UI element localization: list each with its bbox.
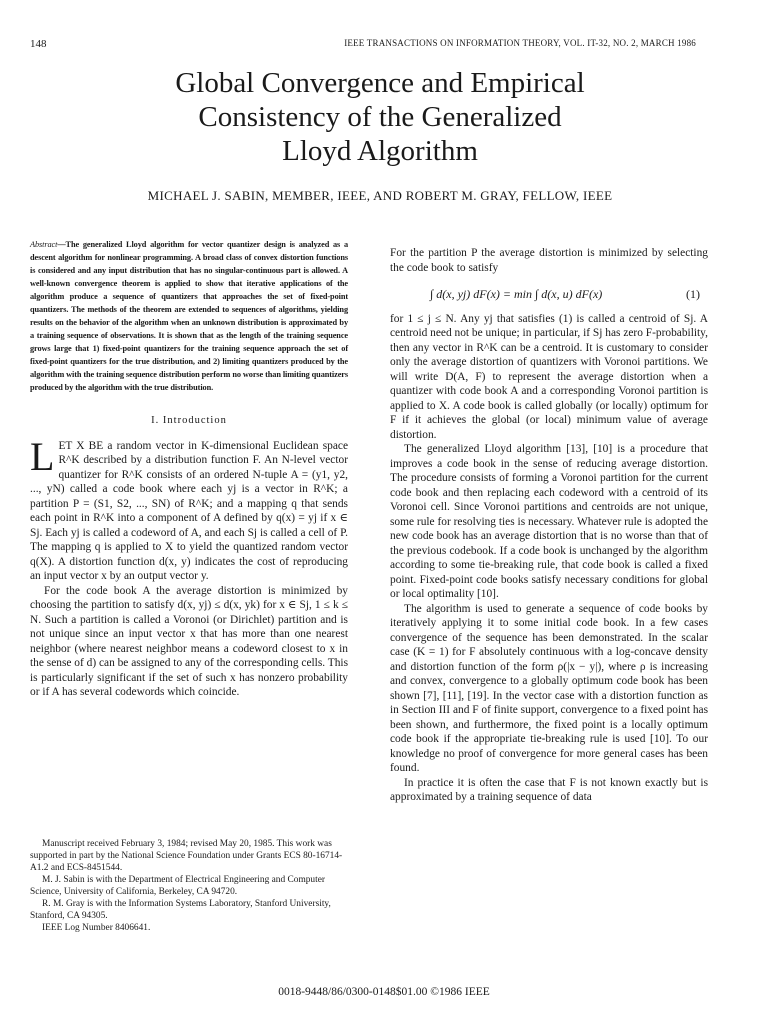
- title-line: Global Convergence and Empirical: [175, 67, 585, 99]
- title-line: Lloyd Algorithm: [282, 135, 478, 167]
- intro-text: ET X BE a random vector in K-dimensional Euclidean space R^K described by a distribution function F. An N-level vector quantizer for R^K consists of an ordered N-tuple A = (y1, y2, ..., yN) called a code book where each yj is a vector in R^K; a partition P = (S1, S2, ..., SN) of R^K; and a mapping q that sends each point in R^K into a component of A defined by q(x) = yj if x ∈ Sj. Each yj is called a codeword of A, and each Sj is called a cell of P. The mapping q is applied to X to yield the quantized random vector q(X). A distortion function d(x, y) indicates the cost of reproducing an input vector x by an output vector y.: [30, 439, 348, 582]
- paragraph: The algorithm is used to generate a sequence of code books by iteratively applying it to some initial code book. In a few cases convergence of the sequence has been demonstrated. In the scalar case (K = 1) for F absolutely continuous with a log-concave density and distortion function of the form ρ(|x − y|), where ρ is increasing and convex, convergence to a globally optimum code book has been shown [7], [11], [19]. In the vector case with a distortion function as in Section III and F of finite support, convergence to a fixed point has been shown, and furthermore, the fixed point is a locally optimum code book if the appropriate tie-breaking rule is used [10]. To our knowledge no proof of convergence for more general cases has been found.: [390, 602, 709, 774]
- equation-body: ∫ d(x, yj) dF(x) = min ∫ d(x, u) dF(x): [430, 287, 603, 301]
- page-number: 148: [30, 38, 47, 50]
- abstract: Abstract—The generalized Lloyd algorithm for vector quantizer design is analyzed as a descent algorithm for nonlinear programming. A broad class of convex distortion functions is considered and any input distribution that has no singular-continuous part is allowed. A well-known convergence theorem is applied to show that iterative applications of the algorithm produce a sequence of quantizers that approaches the set of fixed-point quantizers. The methods of the theorem are extended to sequences of algorithms, yielding results on the behavior of the algorithm when an unknown distribution is approximated by a training sequence of observations. It is shown that as the length of the training sequence grows large that 1) fixed-point quantizers for the training sequence approach the set of fixed-point quantizers for the true distribution, and 2) limiting quantizers produced by the algorithm with the training sequence distribution perform no worse than limiting quantizers produced by the algorithm with the true distribution.: [30, 240, 348, 392]
- footnote: IEEE Log Number 8406641.: [42, 923, 151, 933]
- paper-title: [60, 66, 700, 168]
- right-column: [390, 246, 708, 805]
- abstract-text: The generalized Lloyd algorithm for vector quantizer design is analyzed as a descent algorithm for nonlinear programming. A broad class of convex distortion functions is considered and any input distribution that has no singular-continuous part is allowed. A well-known convergence theorem is applied to show that iterative applications of the algorithm produce a sequence of quantizers that approaches the set of fixed-point quantizers. The methods of the theorem are extended to sequences of algorithms, yielding results on the behavior of the algorithm when an unknown distribution is approximated by a training sequence of observations. It is shown that as the length of the training sequence grows large that 1) fixed-point quantizers for the training sequence approach the set of fixed-point quantizers for the true distribution, and 2) limiting quantizers produced by the algorithm with the training sequence distribution perform no worse than limiting quantizers produced by the algorithm with the true distribution.: [30, 240, 348, 392]
- journal-header: IEEE TRANSACTIONS ON INFORMATION THEORY, VOL. IT-32, NO. 2, MARCH 1986: [344, 38, 696, 48]
- equation-number: (1): [686, 287, 700, 301]
- paragraph: The generalized Lloyd algorithm [13], [10] is a procedure that improves a code book in the sense of reducing average distortion. The procedure consists of forming a Voronoi partition for the current code book and then replacing each codeword with a centroid of its Voronoi cell. Since Voronoi partitions and centroids are not unique, some rule for resolving ties is necessary. Whatever rule is adopted the new code book has an average distortion that is no worse than that of the previous codebook. If a code book is unchanged by the algorithm according to some tie-breaking rule, that code book is called a fixed point. Fixed-point code books satisfy necessary conditions for global or local optimality [10].: [390, 443, 708, 600]
- paragraph: for 1 ≤ j ≤ N. Any yj that satisfies (1) is called a centroid of Sj. A centroid need not be unique; in particular, if Sj has zero F-probability, then any vector in R^K can be a centroid. It is customary to consider only the average distortion of quantizers with Voronoi partitions. We will write D(A, F) to represent the average distortion when a quantizer with code book A and a corresponding Voronoi partition is applied to X. A code book is called globally (or locally) optimum for F if it achieves the global (or local) minimum value of average distortion.: [390, 312, 708, 441]
- drop-cap: L: [30, 433, 55, 479]
- abstract-label: Abstract: [30, 240, 58, 249]
- footnote: Manuscript received February 3, 1984; revised May 20, 1985. This work was supported in part by the National Science Foundation under Grants ECS 80-16714-A1.2 and ECS-8451544.: [30, 839, 343, 873]
- copyright-footer: 0018-9448/86/0300-0148$01.00 ©1986 IEEE: [278, 986, 490, 998]
- footnote: R. M. Gray is with the Information Systems Laboratory, Stanford University, Stanford, CA 94305.: [30, 899, 331, 921]
- left-column: [30, 238, 348, 700]
- footnote: M. J. Sabin is with the Department of Electrical Engineering and Computer Science, University of California, Berkeley, CA 94720.: [30, 875, 326, 897]
- title-line: Consistency of the Generalized: [198, 101, 562, 133]
- footnotes: [30, 838, 348, 934]
- paragraph: In practice it is often the case that F is not known exactly but is approximated by a training sequence of data: [390, 776, 708, 803]
- equation-1: [390, 287, 708, 302]
- paragraph: For the partition P the average distortion is minimized by selecting the code book to satisfy: [390, 247, 708, 274]
- paragraph: For the code book A the average distortion is minimized by choosing the partition to satisfy d(x, yj) ≤ d(x, yk) for x ∈ Sj, 1 ≤ k ≤ N. Such a partition is called a Voronoi (or Dirichlet) partition and is not unique since an input vector x that has more than one nearest neighbor (where nearest neighbor means a codeword closest to x in the sense of d) can be assigned to any of the corresponding cells. This is particularly significant if the set of such x has nonzero probability or if A has several codewords which coincide.: [30, 584, 349, 698]
- intro-paragraph: [30, 433, 348, 584]
- authors: MICHAEL J. SABIN, MEMBER, IEEE, AND ROBERT M. GRAY, FELLOW, IEEE: [147, 188, 613, 203]
- section-heading: I. Introduction: [151, 415, 227, 426]
